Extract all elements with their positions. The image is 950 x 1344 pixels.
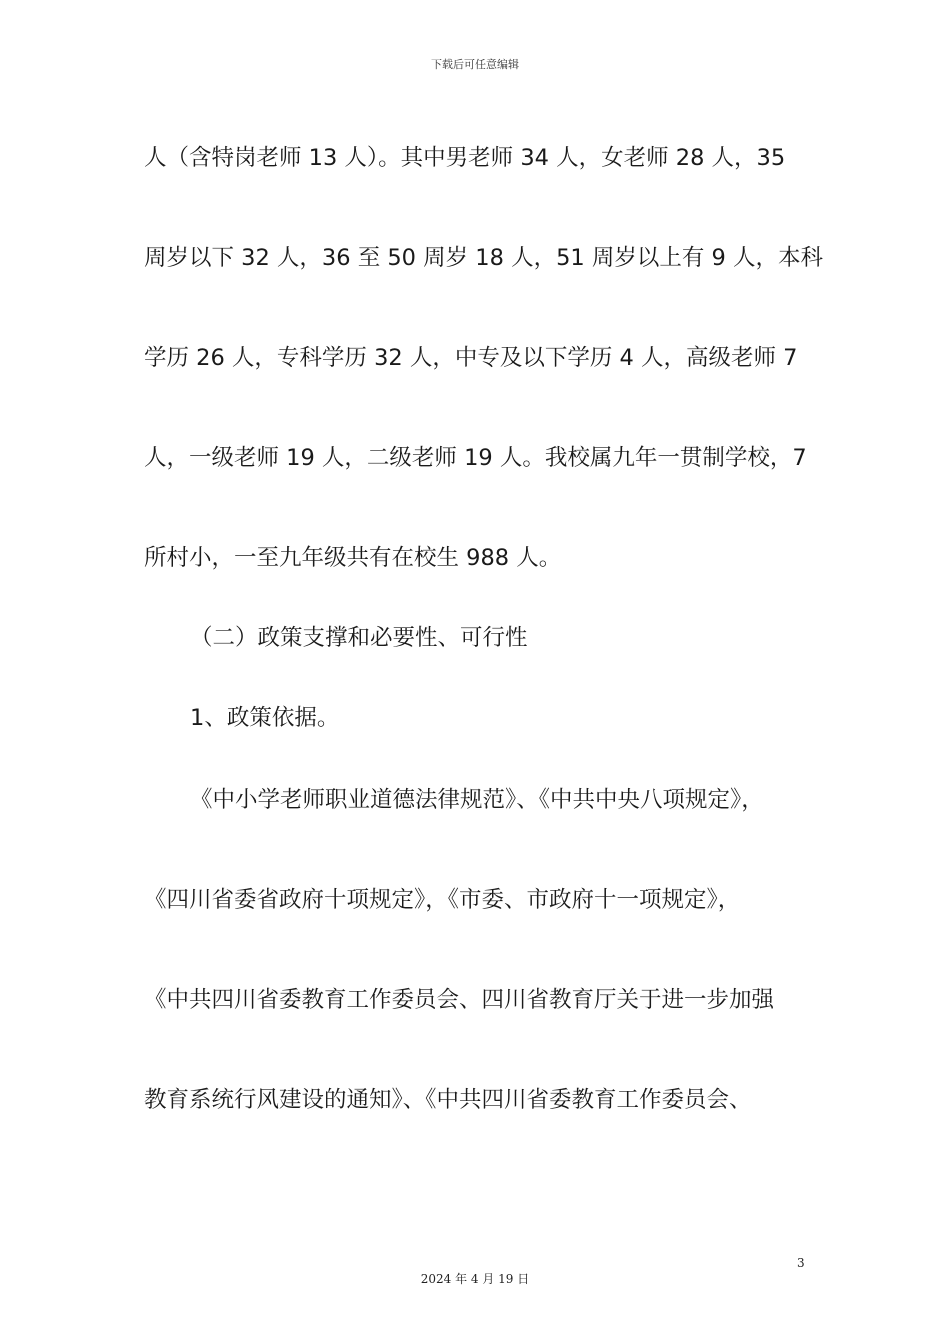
section-heading: （二）政策支撑和必要性、可行性 [190,625,528,651]
body-line: 《中小学老师职业道德法律规范》、《中共中央八项规定》， [190,787,764,813]
footer-date: 2024 年 4 月 19 日 [420,1272,530,1286]
body-line: 周岁以下 32 人，36 至 50 周岁 18 人，51 周岁以上有 9 人，本科 [144,245,823,271]
body-line: 学历 26 人，专科学历 32 人，中专及以下学历 4 人，高级老师 7 [144,345,798,371]
body-line: 人（含特岗老师 13 人）。其中男老师 34 人，女老师 28 人，35 [144,145,786,171]
body-line: 所村小，一至九年级共有在校生 988 人。 [144,545,562,571]
body-line: 人，一级老师 19 人，二级老师 19 人。我校属九年一贯制学校，7 [144,445,807,471]
body-line: 《中共四川省委教育工作委员会、四川省教育厅关于进一步加强 [144,987,775,1013]
body-line: 《四川省委省政府十项规定》，《市委、市政府十一项规定》， [144,887,741,913]
body-line: 教育系统行风建设的通知》、《中共四川省委教育工作委员会、 [144,1087,752,1113]
page-number: 3 [797,1256,805,1270]
subsection-heading: 1、政策依据。 [190,705,340,731]
header-note: 下载后可任意编辑 [431,58,519,71]
